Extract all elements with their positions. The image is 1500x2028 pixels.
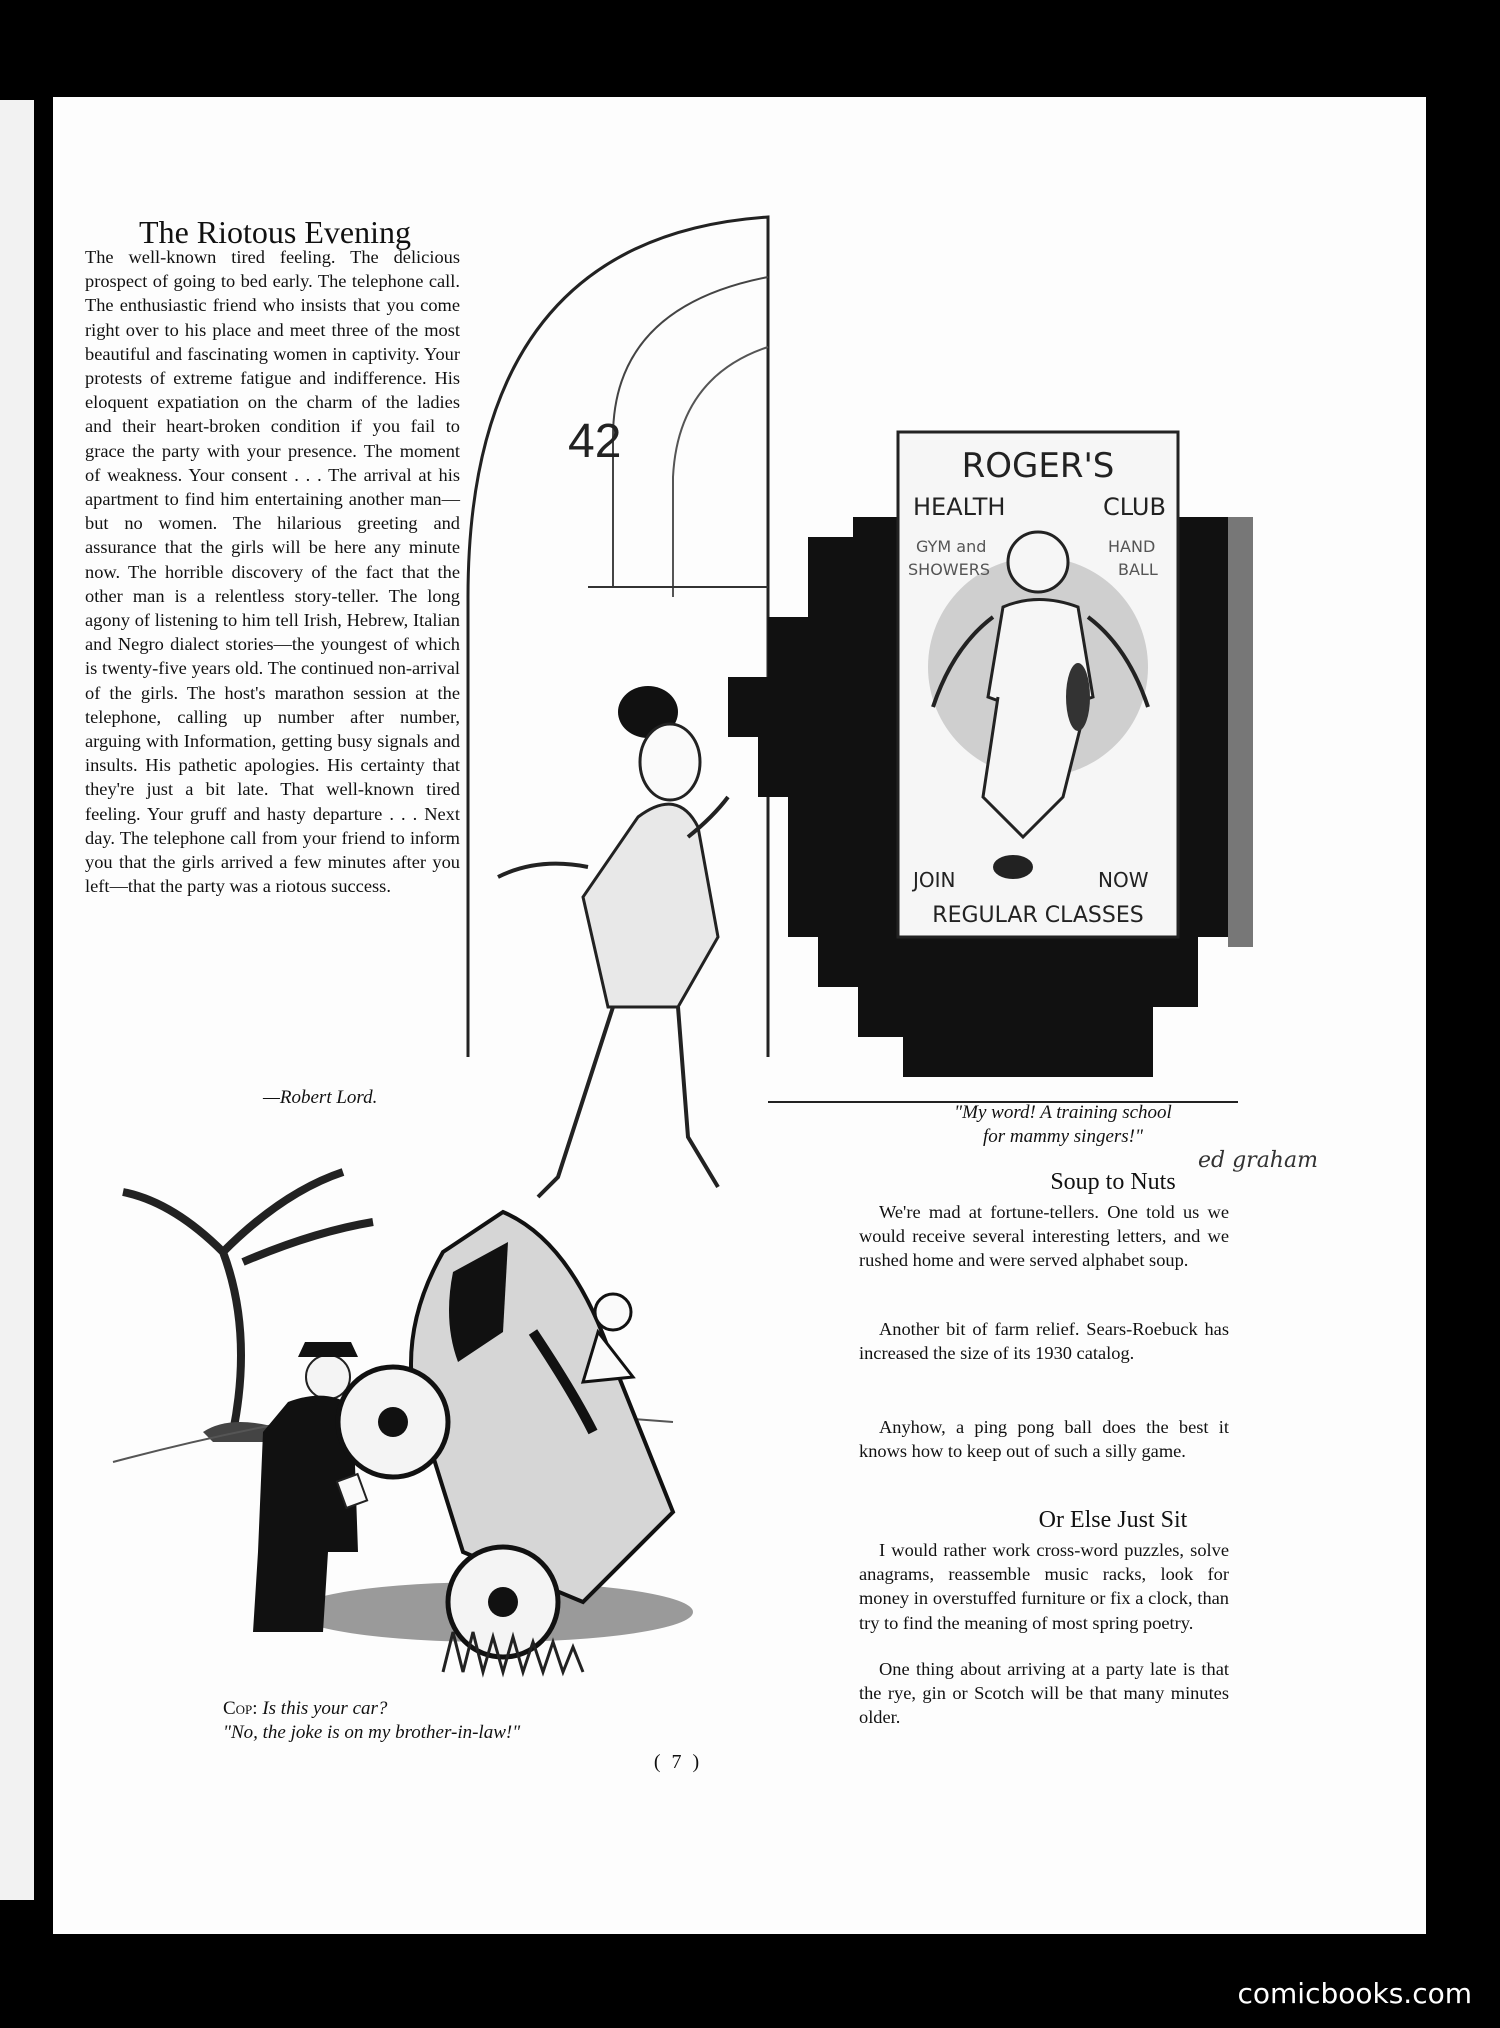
article-title: The Riotous Evening — [139, 214, 411, 251]
poster-title: ROGER'S — [961, 446, 1115, 486]
artist-signature: ed graham — [1198, 1148, 1318, 1173]
cartoon1-caption-line1: "My word! A training school — [954, 1102, 1172, 1123]
sit-paragraph-2: One thing about arriving at a party late is that the rye, gin or Scotch will be that many minutes older. — [859, 1659, 1229, 1728]
article-body: The well-known tired feeling. The delicious prospect of going to bed early. The telephone call. The enthusiastic friend who insists that you come right over to his place and meet three of the most beautiful and fascinating women in captivity. Your protests of extreme fatigue and indifference. His eloquent expatiation on the charm of the ladies and their heart-broken condition if you fail to grace the party with your presence. The moment of weakness. Your consent . . . The arrival at his apartment to find him entertaining another man—but no women. The hilarious greeting and assurance that the girls will be here any minute now. The horrible discovery of the fact that the other man is a relentless story-teller. The long agony of listening to him tell Irish, Hebrew, Italian and Negro dialect stories—the youngest of which is twenty-five years old. The continued non-arrival of the girls. The host's marathon session at the telephone, calling up number after number, arguing with Information, getting busy signals and insults. His pathetic apologies. His certainty that they're just a bit late. That well-known tired feeling. Your gruff and hasty departure . . . Next day. The telephone call from your friend to inform you that the girls arrived a few minutes after you left—that the party was a riotous success. — [85, 247, 460, 897]
adjacent-page-edge — [0, 100, 34, 1900]
cartoon2-caption — [223, 1697, 643, 1745]
poster-health: HEALTH — [913, 493, 1006, 521]
soup-paragraph-1: We're mad at fortune-tellers. One told us we would receive several interesting letters, and we rushed home and were served alphabet soup. — [859, 1202, 1229, 1271]
caption2-answer: "No, the joke is on my brother-in-law!" — [223, 1722, 521, 1743]
page-number: ( 7 ) — [653, 1751, 703, 1773]
or-else-just-sit-title: Or Else Just Sit — [1038, 1507, 1188, 1533]
poster-hand: HAND — [1108, 537, 1156, 556]
caption2-speaker: Cop: — [223, 1698, 258, 1719]
poster-showers: SHOWERS — [908, 560, 990, 579]
soup-paragraph-2: Another bit of farm relief. Sears-Roebuck has increased the size of its 1930 catalog. — [859, 1319, 1229, 1364]
site-watermark: comicbooks.com — [1237, 1977, 1472, 2010]
poster-join: JOIN — [913, 868, 956, 892]
soup-paragraph-3: Anyhow, a ping pong ball does the best it knows how to keep out of such a silly game. — [859, 1417, 1229, 1462]
soup-to-nuts-title: Soup to Nuts — [1050, 1169, 1176, 1195]
poster-classes: REGULAR CLASSES — [932, 903, 1144, 928]
sit-paragraph-1: I would rather work cross-word puzzles, solve anagrams, reassemble music racks, look for money in overstuffed furniture or fix a clock, than try to find the meaning of most spring poetry. — [859, 1540, 1229, 1633]
poster-ball: BALL — [1118, 560, 1158, 579]
poster-gym: GYM and — [916, 537, 987, 556]
magazine-page — [53, 97, 1426, 1934]
caption2-question: Is this your car? — [262, 1698, 388, 1719]
door-number: 42 — [568, 415, 622, 468]
article-byline: —Robert Lord. — [263, 1087, 378, 1108]
cop-car-cartoon — [113, 1132, 693, 1692]
cartoon1-caption-line2: for mammy singers!" — [983, 1126, 1143, 1147]
poster-club: CLUB — [1103, 493, 1166, 521]
cartoon1-caption — [863, 1101, 1263, 1149]
poster-now: NOW — [1098, 868, 1149, 892]
